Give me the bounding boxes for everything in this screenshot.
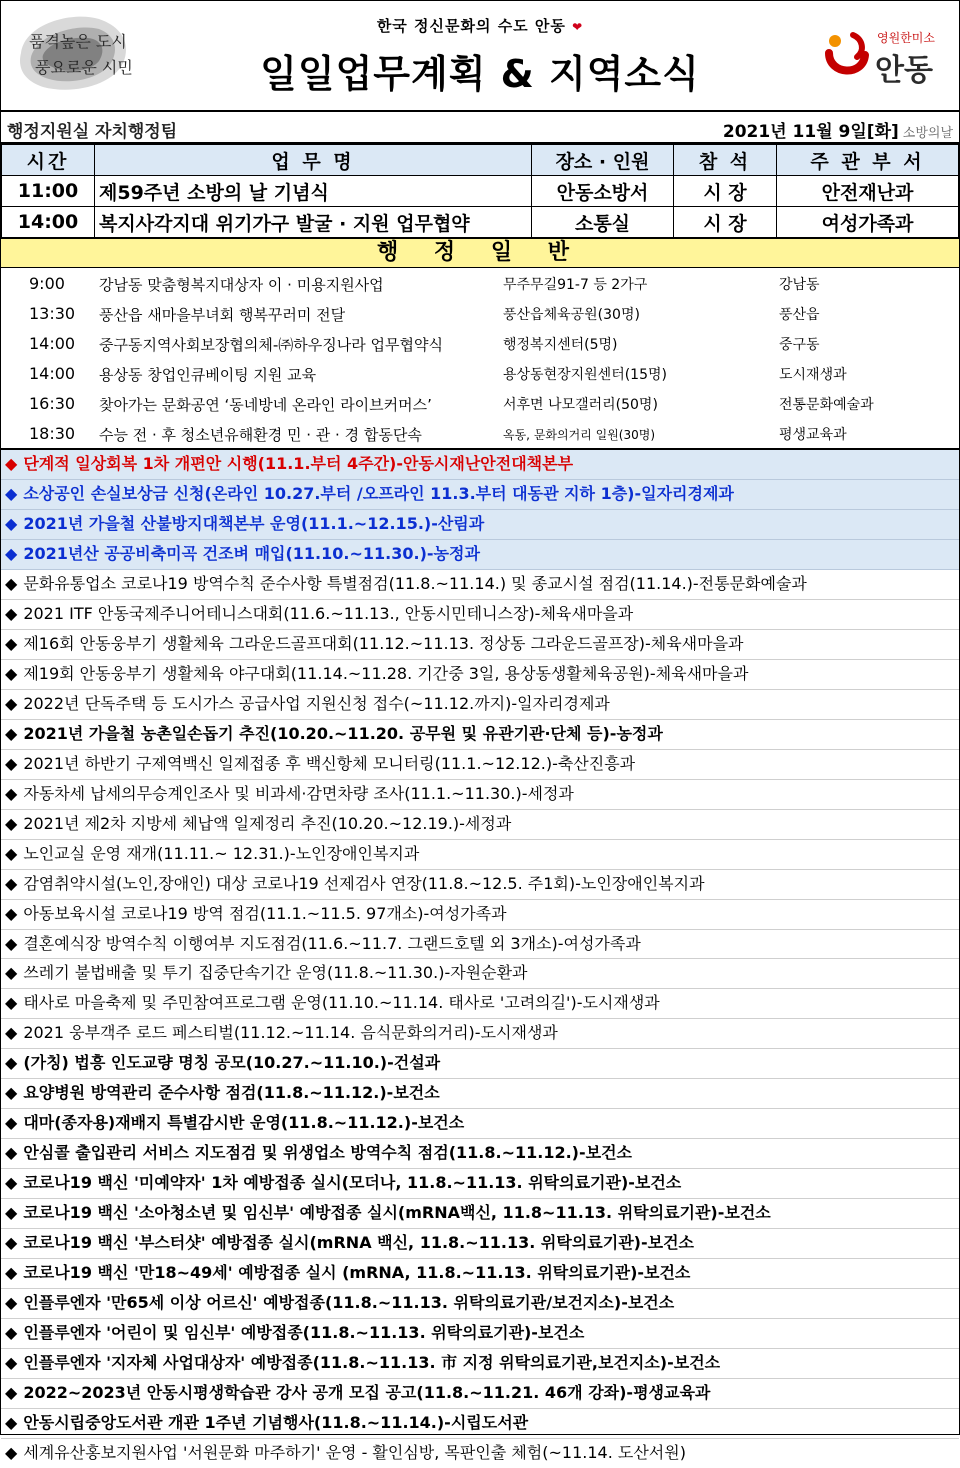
news-text: 쓰레기 불법배출 및 투기 집중단속기간 운영(11.8.~11.30.)-자원순환과 bbox=[23, 963, 528, 983]
schedule-place: 소통실 bbox=[532, 207, 674, 238]
news-text: 코로나19 백신 '미예약자' 1차 예방접종 실시(모더나, 11.8.~11.13. 위탁의료기관)-보건소 bbox=[23, 1173, 682, 1193]
news-text: 2021 ITF 안동국제주니어테니스대회(11.6.~11.13., 안동시민테니스장)-체육새마을과 bbox=[23, 603, 634, 623]
admin-dept: 도시재생과 bbox=[779, 367, 847, 383]
admin-dept: 전통문화예술과 bbox=[779, 397, 874, 413]
news-item bbox=[1, 1049, 959, 1079]
news-item bbox=[1, 750, 959, 780]
news-item bbox=[1, 540, 959, 570]
diamond-bullet-icon: ◆ bbox=[5, 633, 18, 653]
admin-dept: 풍산읍 bbox=[779, 307, 820, 323]
admin-place: 옥동, 문화의거리 일원(30명) bbox=[503, 428, 655, 442]
regional-news-list bbox=[1, 448, 959, 1468]
news-item bbox=[1, 840, 959, 870]
admin-place: 무주무길91-7 등 2가구 bbox=[503, 277, 648, 293]
diamond-bullet-icon: ◆ bbox=[5, 663, 18, 683]
news-text: 세계유산홍보지원사업 '서원문화 마주하기' 운영 - 활인심방, 목판인출 체험(~11.14. 도산서원) bbox=[23, 1442, 686, 1462]
admin-task: 찾아가는 문화공연 ‘동네방네 온라인 라이브커머스’ bbox=[99, 396, 432, 414]
admin-time: 14:00 bbox=[29, 334, 76, 353]
news-item bbox=[1, 450, 959, 480]
schedule-attend: 시 장 bbox=[674, 207, 777, 238]
news-text: 안동시립중앙도서관 개관 1주년 기념행사(11.8.~11.14.)-시립도서관 bbox=[23, 1413, 529, 1432]
admin-dept: 중구동 bbox=[779, 337, 820, 353]
news-item bbox=[1, 720, 959, 750]
admin-row bbox=[1, 358, 959, 388]
news-item bbox=[1, 1019, 959, 1049]
news-item bbox=[1, 810, 959, 840]
news-item bbox=[1, 1379, 959, 1409]
news-item bbox=[1, 780, 959, 810]
news-item bbox=[1, 870, 959, 900]
news-text: 감염취약시설(노인,장애인) 대상 코로나19 선제검사 연장(11.8.~12.5. 주1회)-노인장애인복지과 bbox=[23, 873, 705, 893]
diamond-bullet-icon: ◆ bbox=[5, 933, 18, 953]
news-text: 결혼예식장 방역수칙 이행여부 지도점검(11.6.~11.7. 그랜드호텔 외 3개소)-여성가족과 bbox=[23, 933, 641, 953]
news-text: 인플루엔자 '만65세 이상 어르신' 예방접종(11.8.~11.13. 위탁의료기관/보건지소)-보건소 bbox=[23, 1293, 675, 1313]
news-text: 요양병원 방역관리 준수사항 점검(11.8.~11.12.)-보건소 bbox=[23, 1083, 440, 1103]
diamond-bullet-icon: ◆ bbox=[5, 813, 18, 833]
diamond-bullet-icon: ◆ bbox=[5, 573, 18, 593]
schedule-time: 14:00 bbox=[2, 207, 95, 238]
admin-task: 수능 전 · 후 청소년유해환경 민 · 관 · 경 합동단속 bbox=[99, 426, 422, 444]
diamond-bullet-icon: ◆ bbox=[5, 1293, 18, 1313]
news-item bbox=[1, 600, 959, 630]
andong-smile-icon bbox=[823, 27, 871, 83]
news-item bbox=[1, 1319, 959, 1349]
news-text: 2021 웅부객주 로드 페스티벌(11.12.~11.14. 음식문화의거리)-도시재생과 bbox=[23, 1023, 558, 1043]
diamond-bullet-icon: ◆ bbox=[5, 1383, 18, 1403]
slogan-line-1: 품격높은 도시 bbox=[29, 32, 127, 51]
news-item bbox=[1, 1349, 959, 1379]
slogan-line-2: 풍요로운 시민 bbox=[35, 58, 133, 77]
header-subtitle bbox=[1, 15, 959, 36]
diamond-bullet-icon: ◆ bbox=[5, 1442, 18, 1462]
diamond-bullet-icon: ◆ bbox=[5, 1353, 18, 1373]
news-item bbox=[1, 1109, 959, 1139]
news-item bbox=[1, 1079, 959, 1109]
news-item bbox=[1, 1259, 959, 1289]
news-text: 2021년 제2차 지방세 체납액 일제정리 추진(10.20.~12.19.)-세정과 bbox=[23, 813, 512, 833]
diamond-bullet-icon: ◆ bbox=[5, 454, 18, 473]
diamond-bullet-icon: ◆ bbox=[5, 843, 18, 863]
news-text: (가칭) 법흥 인도교량 명칭 공모(10.27.~11.10.)-건설과 bbox=[23, 1053, 441, 1073]
admin-task: 용상동 창업인큐베이팅 지원 교육 bbox=[99, 366, 317, 384]
col-task-header: 업 무 명 bbox=[95, 145, 532, 176]
schedule-dept: 여성가족과 bbox=[777, 207, 959, 238]
admin-task: 중구동지역사회보장협의체-㈜하우징나라 업무협약식 bbox=[99, 336, 443, 354]
andong-logo bbox=[823, 23, 943, 87]
diamond-bullet-icon: ◆ bbox=[5, 783, 18, 803]
diamond-bullet-icon: ◆ bbox=[5, 1413, 18, 1432]
date-note: 소방의날 bbox=[902, 126, 953, 141]
admin-place: 서후면 나모갤러리(50명) bbox=[503, 397, 658, 413]
diamond-bullet-icon: ◆ bbox=[5, 693, 18, 713]
news-text: 안심콜 출입관리 서비스 지도점검 및 위생업소 방역수칙 점검(11.8.~11.12.)-보건소 bbox=[23, 1143, 632, 1163]
news-text: 2021년 하반기 구제역백신 일제접종 후 백신항체 모니터링(11.1.~12.12.)-축산진흥과 bbox=[23, 753, 636, 773]
admin-row bbox=[1, 268, 959, 298]
admin-dept: 강남동 bbox=[779, 277, 820, 293]
department-label: 행정지원실 자치행정팀 bbox=[7, 122, 178, 142]
diamond-bullet-icon: ◆ bbox=[5, 1203, 18, 1223]
news-text: 태사로 마을축제 및 주민참여프로그램 운영(11.10.~11.14. 태사로 '고려의길')-도시재생과 bbox=[23, 993, 660, 1013]
diamond-bullet-icon: ◆ bbox=[5, 1083, 18, 1103]
news-text: 대마(종자용)재배지 특별감시반 운영(11.8.~11.12.)-보건소 bbox=[23, 1113, 465, 1133]
news-item bbox=[1, 480, 959, 510]
diamond-bullet-icon: ◆ bbox=[5, 1263, 18, 1283]
col-dept-header: 주 관 부 서 bbox=[777, 145, 959, 176]
news-item bbox=[1, 1139, 959, 1169]
diamond-bullet-icon: ◆ bbox=[5, 1053, 18, 1073]
admin-row bbox=[1, 418, 959, 448]
admin-place: 용상동현장지원센터(15명) bbox=[503, 367, 667, 383]
admin-row bbox=[1, 328, 959, 358]
diamond-bullet-icon: ◆ bbox=[5, 873, 18, 893]
schedule-task: 복지사각지대 위기가구 발굴 · 지원 업무협약 bbox=[95, 207, 532, 238]
admin-task: 풍산읍 새마을부녀회 행복꾸러미 전달 bbox=[99, 306, 346, 324]
news-item bbox=[1, 690, 959, 720]
news-text: 인플루엔자 '어린이 및 임신부' 예방접종(11.8.~11.13. 위탁의료기관)-보건소 bbox=[23, 1323, 585, 1343]
news-item bbox=[1, 570, 959, 600]
news-item bbox=[1, 1169, 959, 1199]
news-text: 코로나19 백신 '소아청소년 및 임신부' 예방접종 실시(mRNA백신, 11.8~11.13. 위탁의료기관)-보건소 bbox=[23, 1203, 771, 1223]
diamond-bullet-icon: ◆ bbox=[5, 543, 18, 563]
news-item bbox=[1, 510, 959, 540]
admin-time: 16:30 bbox=[29, 394, 76, 413]
admin-place: 풍산읍체육공원(30명) bbox=[503, 307, 640, 323]
schedule-task: 제59주년 소방의 날 기념식 bbox=[95, 176, 532, 207]
diamond-bullet-icon: ◆ bbox=[5, 993, 18, 1013]
diamond-bullet-icon: ◆ bbox=[5, 903, 18, 923]
diamond-bullet-icon: ◆ bbox=[5, 1113, 18, 1133]
col-time-header: 시간 bbox=[2, 145, 95, 176]
diamond-bullet-icon: ◆ bbox=[5, 483, 18, 503]
news-text: 2021년 가을철 농촌일손돕기 추진(10.20.~11.20. 공무원 및 유관기관·단체 등)-농정과 bbox=[23, 723, 663, 743]
admin-row bbox=[1, 298, 959, 328]
schedule-table bbox=[1, 144, 959, 238]
admin-row bbox=[1, 388, 959, 418]
schedule-time: 11:00 bbox=[2, 176, 95, 207]
news-text: 문화유통업소 코로나19 방역수칙 준수사항 특별점검(11.8.~11.14.) 및 종교시설 점검(11.14.)-전통문화예술과 bbox=[23, 573, 807, 593]
header bbox=[1, 1, 959, 112]
news-item bbox=[1, 959, 959, 989]
diamond-bullet-icon: ◆ bbox=[5, 603, 18, 623]
news-item bbox=[1, 1409, 959, 1439]
diamond-bullet-icon: ◆ bbox=[5, 513, 18, 533]
news-text: 자동차세 납세의무승계인조사 및 비과세·감면차량 조사(11.1.~11.30.)-세정과 bbox=[23, 783, 574, 803]
schedule-place: 안동소방서 bbox=[532, 176, 674, 207]
date-label bbox=[723, 117, 953, 142]
admin-dept: 평생교육과 bbox=[779, 427, 847, 443]
heart-icon: ❤ bbox=[572, 20, 584, 34]
news-text: 단계적 일상회복 1차 개편안 시행(11.1.부터 4주간)-안동시재난안전대책본부 bbox=[23, 454, 574, 473]
schedule-header-row bbox=[2, 145, 959, 176]
news-text: 소상공인 손실보상금 신청(온라인 10.27.부터 /오프라인 11.3.부터 대동관 지하 1층)-일자리경제과 bbox=[23, 483, 734, 503]
news-item bbox=[1, 930, 959, 960]
admin-task: 강남동 맞춤형복지대상자 이 · 미용지원사업 bbox=[99, 276, 384, 294]
schedule-row bbox=[2, 207, 959, 238]
diamond-bullet-icon: ◆ bbox=[5, 1173, 18, 1193]
col-place-header: 장소 · 인원 bbox=[532, 145, 674, 176]
diamond-bullet-icon: ◆ bbox=[5, 1023, 18, 1043]
news-item bbox=[1, 989, 959, 1019]
col-attend-header: 참 석 bbox=[674, 145, 777, 176]
schedule-dept: 안전재난과 bbox=[777, 176, 959, 207]
news-text: 2021년 가을철 산불방지대책본부 운영(11.1.~12.15.)-산림과 bbox=[23, 513, 485, 533]
schedule-row bbox=[2, 176, 959, 207]
news-item bbox=[1, 660, 959, 690]
subtitle-text: 한국 정신문화의 수도 안동 bbox=[376, 17, 566, 35]
news-text: 2021년산 공공비축미곡 건조벼 매입(11.10.~11.30.)-농정과 bbox=[23, 543, 480, 563]
admin-time: 13:30 bbox=[29, 304, 76, 323]
news-item bbox=[1, 1439, 959, 1468]
news-text: 아동보육시설 코로나19 방역 점검(11.1.~11.5. 97개소)-여성가족과 bbox=[23, 903, 507, 923]
diamond-bullet-icon: ◆ bbox=[5, 1323, 18, 1343]
news-text: 코로나19 백신 '부스터샷' 예방접종 실시(mRNA 백신, 11.8.~11.13. 위탁의료기관)-보건소 bbox=[23, 1233, 694, 1253]
section-title: 행 정 일 반 bbox=[1, 238, 959, 268]
schedule-attend: 시 장 bbox=[674, 176, 777, 207]
page-title: 일일업무계획 & 지역소식 bbox=[260, 52, 700, 96]
logo-name: 안동 bbox=[875, 53, 933, 88]
news-item bbox=[1, 1289, 959, 1319]
admin-schedule-list bbox=[1, 268, 959, 448]
news-item bbox=[1, 900, 959, 930]
news-text: 2022년 단독주택 등 도시가스 공급사업 지원신청 접수(~11.12.까지)-일자리경제과 bbox=[23, 693, 610, 713]
logo-slogan: 영원한미소 bbox=[877, 31, 935, 45]
date-text: 2021년 11월 9일[화] bbox=[722, 122, 899, 142]
diamond-bullet-icon: ◆ bbox=[5, 1143, 18, 1163]
news-text: 노인교실 운영 재개(11.11.~ 12.31.)-노인장애인복지과 bbox=[23, 843, 420, 863]
admin-time: 9:00 bbox=[29, 274, 65, 293]
diamond-bullet-icon: ◆ bbox=[5, 963, 18, 983]
news-text: 제19회 안동웅부기 생활체육 야구대회(11.14.~11.28. 기간중 3일, 용상동생활체육공원)-체육새마을과 bbox=[23, 663, 749, 683]
admin-time: 18:30 bbox=[29, 424, 76, 443]
news-item bbox=[1, 1199, 959, 1229]
news-text: 인플루엔자 '지자체 사업대상자' 예방접종(11.8.~11.13. 市 지정 위탁의료기관,보건지소)-보건소 bbox=[23, 1353, 721, 1373]
diamond-bullet-icon: ◆ bbox=[5, 753, 18, 773]
admin-time: 14:00 bbox=[29, 364, 76, 383]
diamond-bullet-icon: ◆ bbox=[5, 1233, 18, 1253]
news-text: 코로나19 백신 '만18~49세' 예방접종 실시 (mRNA, 11.8.~11.13. 위탁의료기관)-보건소 bbox=[23, 1263, 691, 1283]
admin-place: 행정복지센터(5명) bbox=[503, 337, 618, 353]
news-text: 제16회 안동웅부기 생활체육 그라운드골프대회(11.12.~11.13. 정상동 그라운드골프장)-체육새마을과 bbox=[23, 633, 744, 653]
diamond-bullet-icon: ◆ bbox=[5, 723, 18, 743]
news-text: 2022~2023년 안동시평생학습관 강사 공개 모집 공고(11.8.~11.21. 46개 강좌)-평생교육과 bbox=[23, 1383, 711, 1403]
news-item bbox=[1, 630, 959, 660]
info-bar bbox=[1, 112, 959, 144]
news-item bbox=[1, 1229, 959, 1259]
